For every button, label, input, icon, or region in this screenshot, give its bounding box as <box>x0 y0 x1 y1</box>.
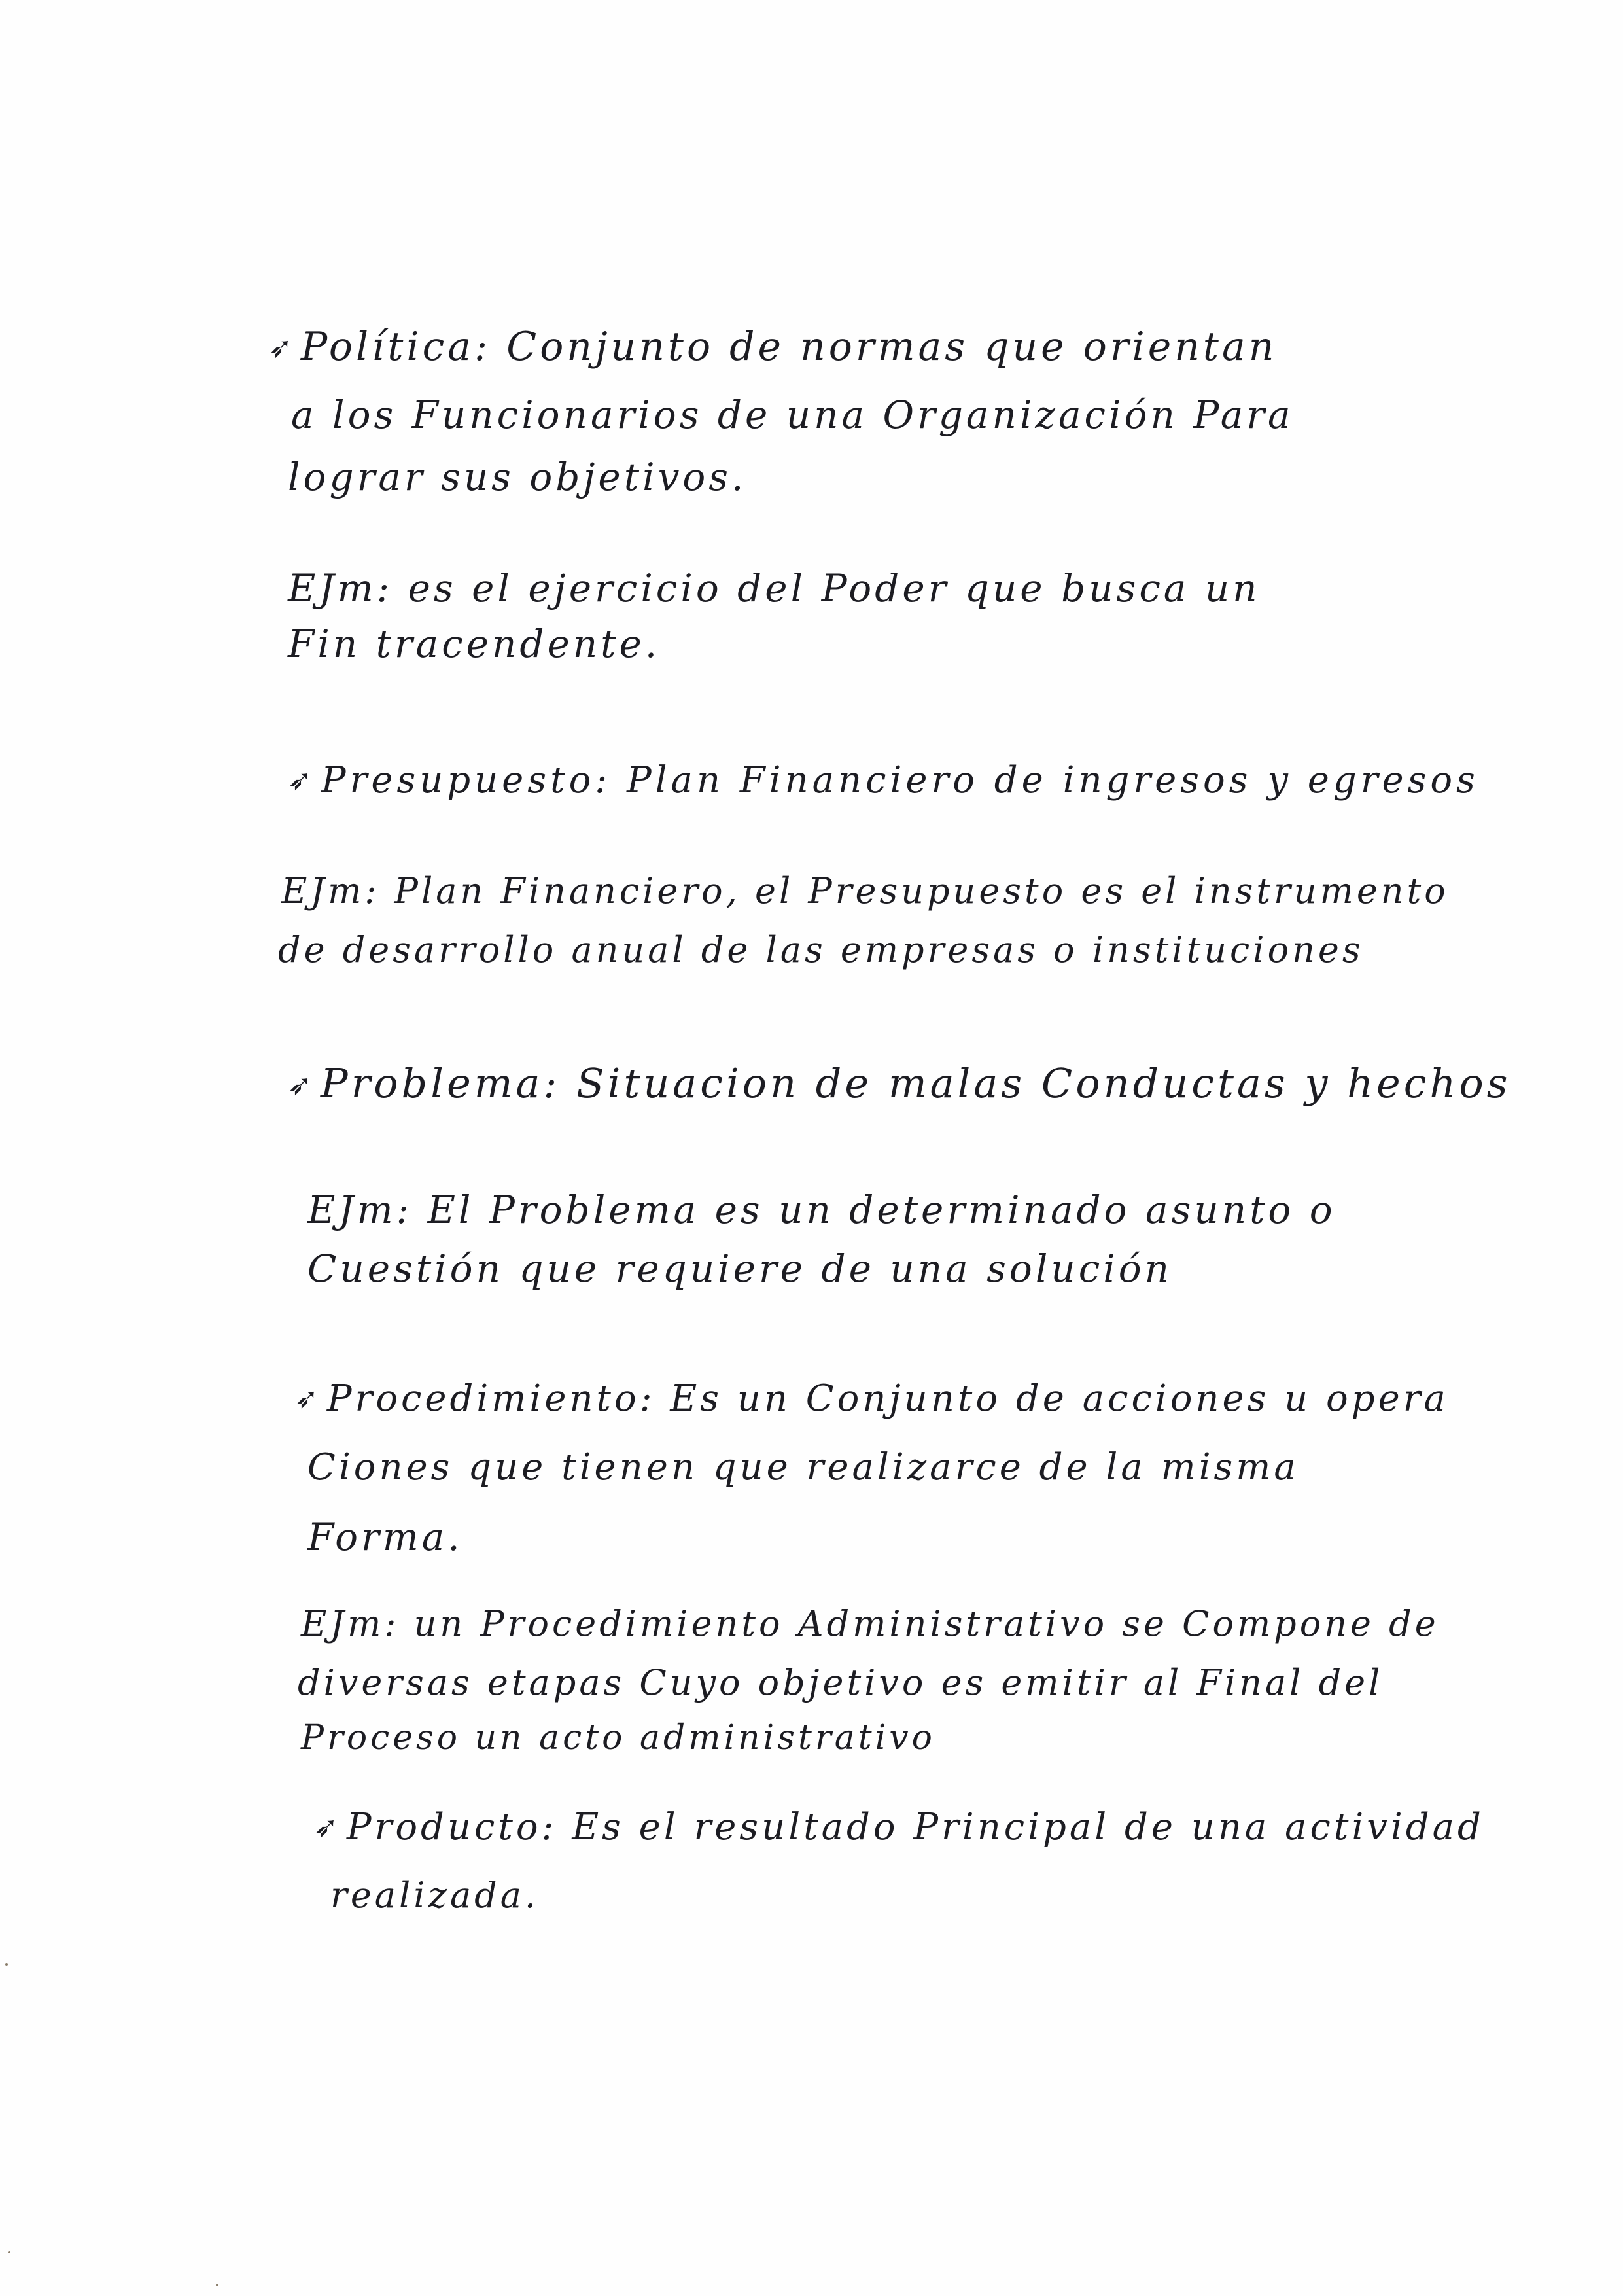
entry-politica-definition-line-2: a los Funcionarios de una Organización Para <box>291 393 1294 437</box>
entry-procedimiento-example-line-2: diversas etapas Cuyo objetivo es emitir al Final del <box>298 1662 1384 1703</box>
entry-presupuesto-example-line-1: EJm: Plan Financiero, el Presupuesto es el instrumento <box>281 870 1449 911</box>
arrow-bullet-icon: ➶ <box>268 331 296 364</box>
entry-politica-definition-line-1: ➶ Política: Conjunto de normas que orientan <box>268 324 1278 370</box>
entry-politica-example-line-1: EJm: es el ejercicio del Poder que busca un <box>288 566 1261 610</box>
arrow-bullet-icon: ➶ <box>288 764 316 797</box>
scan-speck <box>8 2251 10 2253</box>
entry-problema-example-line-1: EJm: El Problema es un determinado asunto o <box>307 1188 1336 1232</box>
scan-speck <box>5 1963 8 1966</box>
entry-procedimiento-example-line-1: EJm: un Procedimiento Administrativo se Compone de <box>301 1603 1439 1644</box>
arrow-bullet-icon: ➶ <box>294 1382 322 1415</box>
arrow-bullet-icon: ➶ <box>314 1810 341 1844</box>
entry-problema-example-line-2: Cuestión que requiere de una solución <box>307 1246 1173 1291</box>
entry-problema-definition-line-1: ➶ Problema: Situacion de malas Conductas y hechos <box>288 1059 1511 1107</box>
entry-politica-definition-line-3: lograr sus objetivos. <box>288 455 747 499</box>
entry-politica-example-line-2: Fin tracendente. <box>288 622 661 666</box>
entry-presupuesto-example-line-2: de desarrollo anual de las empresas o instituciones <box>278 929 1364 970</box>
entry-procedimiento-definition-line-1: ➶ Procedimiento: Es un Conjunto de acciones u opera <box>294 1377 1449 1420</box>
entry-producto-definition-line-2: realizada. <box>330 1875 540 1916</box>
entry-producto-definition-line-1: ➶ Producto: Es el resultado Principal de una actividad <box>314 1806 1484 1848</box>
entry-presupuesto-definition-line-1: ➶ Presupuesto: Plan Financiero de ingresos y egresos <box>288 759 1479 802</box>
arrow-bullet-icon: ➶ <box>288 1069 315 1102</box>
scan-speck <box>216 2284 218 2286</box>
entry-procedimiento-example-line-3: Proceso un acto administrativo <box>301 1718 935 1757</box>
entry-procedimiento-definition-line-3: Forma. <box>307 1515 463 1559</box>
entry-procedimiento-definition-line-2: Ciones que tienen que realizarce de la misma <box>307 1446 1299 1489</box>
